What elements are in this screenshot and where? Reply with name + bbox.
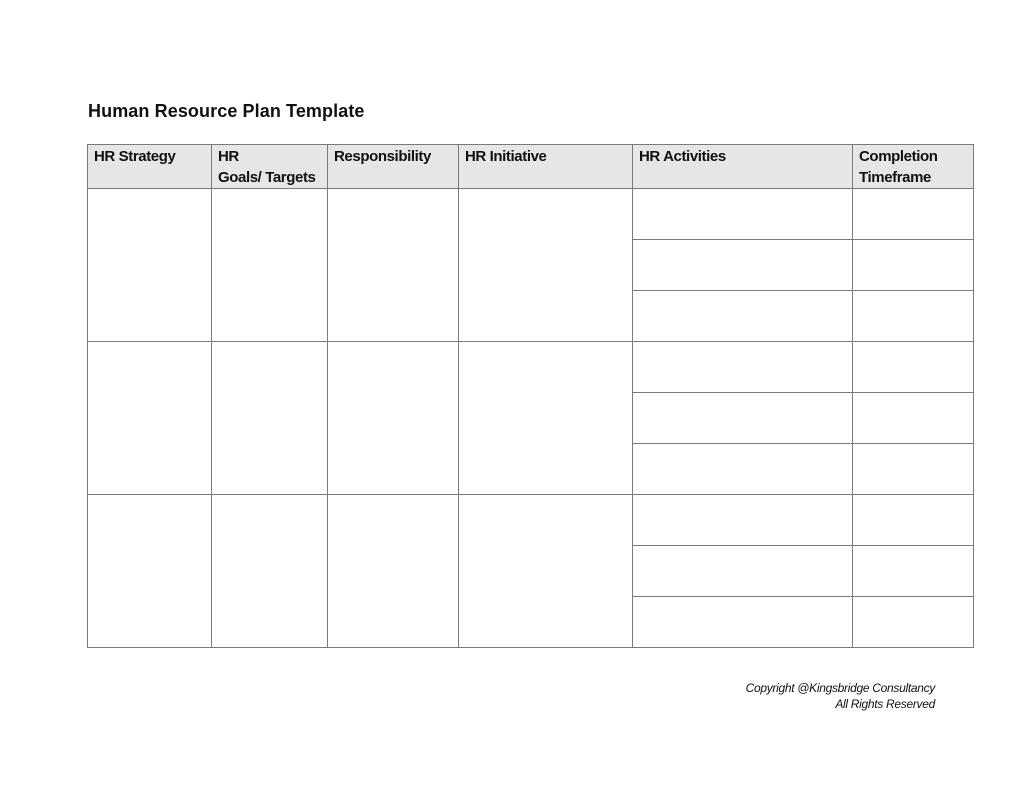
hr-activity-cell[interactable] xyxy=(633,546,853,597)
table-row xyxy=(88,189,974,240)
hr-activity-cell[interactable] xyxy=(633,444,853,495)
hr-activity-cell[interactable] xyxy=(633,240,853,291)
completion-timeframe-cell[interactable] xyxy=(853,342,974,393)
header-label: HR Strategy xyxy=(94,148,176,165)
hr-activity-cell[interactable] xyxy=(633,597,853,648)
hr-goals-targets-cell[interactable] xyxy=(212,189,328,342)
hr-activity-cell[interactable] xyxy=(633,342,853,393)
table-row xyxy=(88,342,974,393)
completion-timeframe-cell[interactable] xyxy=(853,240,974,291)
hr-strategy-cell[interactable] xyxy=(88,495,212,648)
header-label-line: HR xyxy=(218,148,239,165)
header-label xyxy=(853,145,973,188)
hr-activity-cell[interactable] xyxy=(633,291,853,342)
completion-timeframe-cell[interactable] xyxy=(853,546,974,597)
header-responsibility xyxy=(328,145,459,189)
hr-activity-cell[interactable] xyxy=(633,189,853,240)
table-header-row xyxy=(88,145,974,189)
hr-strategy-cell[interactable] xyxy=(88,342,212,495)
header-label-line: Timeframe xyxy=(859,169,931,186)
copyright-notice xyxy=(746,680,935,712)
responsibility-cell[interactable] xyxy=(328,495,459,648)
completion-timeframe-cell[interactable] xyxy=(853,597,974,648)
header-label: HR Activities xyxy=(639,148,726,165)
hr-goals-targets-cell[interactable] xyxy=(212,342,328,495)
table-body xyxy=(88,189,974,648)
header-label xyxy=(212,145,327,188)
hr-plan-table xyxy=(87,144,974,648)
header-hr-initiative xyxy=(459,145,633,189)
rights-text: All Rights Reserved xyxy=(835,697,935,711)
responsibility-cell[interactable] xyxy=(328,342,459,495)
hr-activity-cell[interactable] xyxy=(633,495,853,546)
hr-goals-targets-cell[interactable] xyxy=(212,495,328,648)
header-label: HR Initiative xyxy=(465,148,547,165)
completion-timeframe-cell[interactable] xyxy=(853,291,974,342)
completion-timeframe-cell[interactable] xyxy=(853,393,974,444)
completion-timeframe-cell[interactable] xyxy=(853,495,974,546)
header-hr-strategy xyxy=(88,145,212,189)
header-completion-timeframe xyxy=(853,145,974,189)
header-label-line: Goals/ Targets xyxy=(218,169,316,186)
hr-initiative-cell[interactable] xyxy=(459,495,633,648)
copyright-text: Copyright @Kingsbridge Consultancy xyxy=(745,681,935,695)
header-hr-activities xyxy=(633,145,853,189)
hr-activity-cell[interactable] xyxy=(633,393,853,444)
hr-initiative-cell[interactable] xyxy=(459,342,633,495)
page-title: Human Resource Plan Template xyxy=(88,101,365,121)
responsibility-cell[interactable] xyxy=(328,189,459,342)
hr-initiative-cell[interactable] xyxy=(459,189,633,342)
completion-timeframe-cell[interactable] xyxy=(853,189,974,240)
header-hr-goals-targets xyxy=(212,145,328,189)
header-label-line: Completion xyxy=(859,148,938,165)
hr-strategy-cell[interactable] xyxy=(88,189,212,342)
completion-timeframe-cell[interactable] xyxy=(853,444,974,495)
header-label: Responsibility xyxy=(334,148,431,165)
table-row xyxy=(88,495,974,546)
